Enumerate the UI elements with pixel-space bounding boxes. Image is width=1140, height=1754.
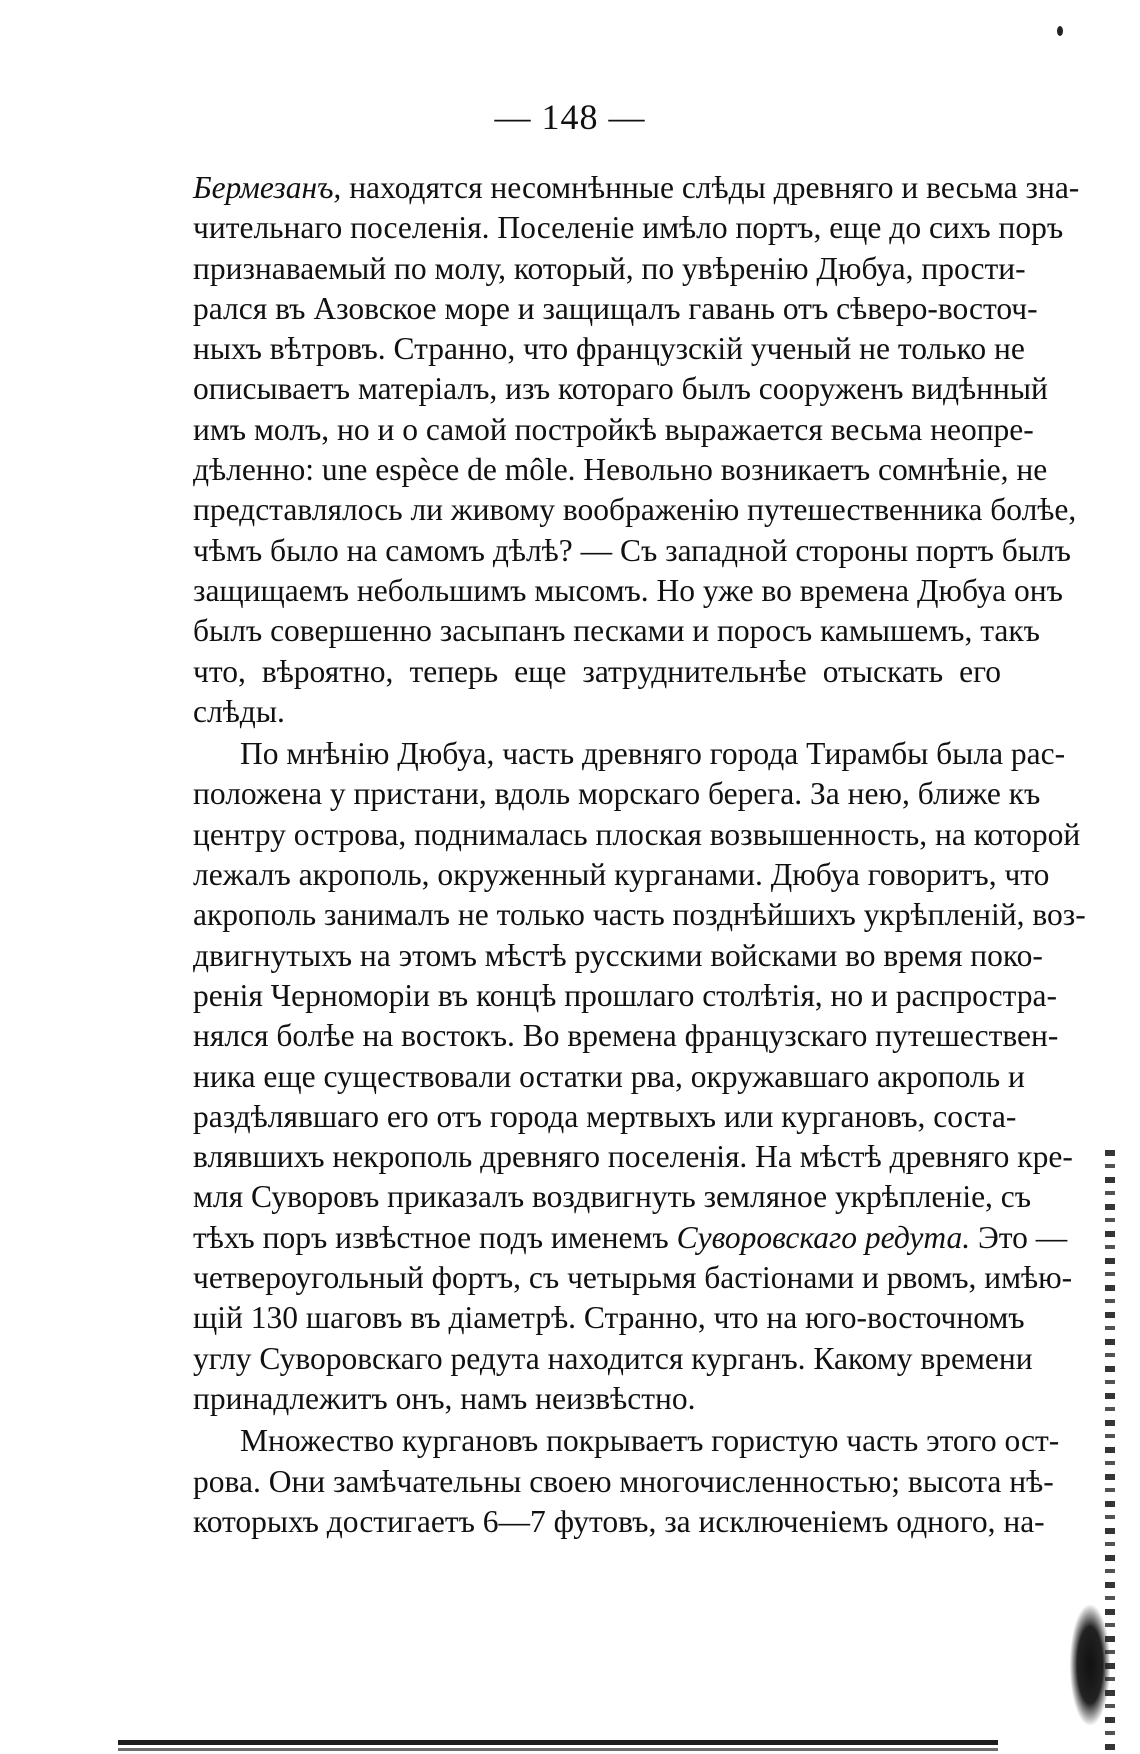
text-line: четвероугольный фортъ, съ четырьмя бастіонами и рвомъ, имѣю- — [193, 1260, 1073, 1296]
scan-speck — [1057, 26, 1063, 36]
page-body — [193, 168, 1086, 1542]
text-line: углу Суворовскаго редута находится курганъ. Какому времени — [193, 1340, 1033, 1376]
text-line: положена у пристани, вдоль морскаго берега. За нею, ближе къ — [193, 776, 1041, 812]
text-run: Это — — [970, 1219, 1068, 1255]
text-run: находятся несомнѣнные слѣды древняго и весьма зна- — [349, 170, 1080, 205]
text-line: рался въ Азовское море и защищалъ гавань отъ сѣверо-восточ- — [193, 290, 1038, 326]
scan-ink-blot — [1070, 1605, 1110, 1725]
text-line: ренія Черноморіи въ концѣ прошлаго столѣтія, но и распростра- — [193, 977, 1057, 1013]
text-line: ныхъ вѣтровъ. Странно, что французскій ученый не только не — [193, 331, 1025, 367]
text-line: представлялось ли живому воображенію путешественника болѣе, — [193, 492, 1077, 528]
text-line: дѣленно: une espèce de môle. Невольно возникаетъ сомнѣніе, не — [193, 452, 1048, 488]
text-line: защищаемъ небольшимъ мысомъ. Но уже во времена Дюбуа онъ — [193, 572, 1063, 608]
scan-bottom-bar — [118, 1740, 998, 1745]
text-line: что, вѣроятно, теперь еще затруднительнѣе отыскать его — [193, 653, 1001, 689]
text-line: принадлежитъ онъ, намъ неизвѣстно. — [193, 1380, 696, 1416]
italic-place-name: Бермезанъ, — [193, 170, 342, 205]
text-line: раздѣлявшаго его отъ города мертвыхъ или кургановъ, соста- — [193, 1098, 1017, 1134]
text-line — [193, 1218, 1068, 1258]
italic-redoubt-name: Суворовскаго редута. — [676, 1219, 971, 1255]
text-line: чѣмъ было на самомъ дѣлѣ? — Съ западной стороны портъ былъ — [193, 532, 1071, 568]
text-line: рова. Они замѣчательны своею многочисленностью; высота нѣ- — [193, 1463, 1054, 1499]
text-line: признаваемый по молу, который, по увѣренію Дюбуа, прости- — [193, 250, 1026, 286]
paragraph-1 — [193, 168, 1080, 732]
text-line: акрополь занималъ не только часть позднѣйшихъ укрѣпленій, воз- — [193, 897, 1086, 933]
page-number: — 148 — — [494, 97, 646, 137]
text-line: щій 130 шаговъ въ діаметрѣ. Странно, что на юго-восточномъ — [193, 1300, 1025, 1336]
paragraph-3 — [193, 1421, 1060, 1542]
scan-bottom-bar-shadow — [118, 1748, 998, 1751]
text-line: влявшихъ некрополь древняго поселенія. На мѣстѣ древняго кре- — [193, 1139, 1073, 1175]
text-line: былъ совершенно засыпанъ песками и поросъ камышемъ, такъ — [193, 613, 1040, 649]
text-run: тѣхъ поръ извѣстное подъ именемъ — [193, 1219, 677, 1255]
text-line: ника еще существовали остатки рва, окружавшаго акрополь и — [193, 1058, 1025, 1094]
text-line: Множество кургановъ покрываетъ гористую часть этого ост- — [240, 1423, 1060, 1459]
text-line: центру острова, поднималась плоская возвышенность, на которой — [193, 816, 1081, 852]
text-line: По мнѣнію Дюбуа, часть древняго города Тирамбы была рас- — [240, 736, 1066, 772]
text-line: чительнаго поселенія. Поселеніе имѣло портъ, еще до сихъ поръ — [193, 210, 1064, 246]
paragraph-2 — [193, 734, 1086, 1419]
text-line: описываетъ матеріалъ, изъ котораго былъ сооруженъ видѣнный — [193, 371, 1048, 407]
text-line: лежалъ акрополь, окруженный курганами. Дюбуа говоритъ, что — [193, 857, 1050, 893]
text-line: двигнутыхъ на этомъ мѣстѣ русскими войсками во время поко- — [193, 937, 1043, 973]
text-line: которыхъ достигаетъ 6—7 футовъ, за исключеніемъ одного, на- — [193, 1503, 1045, 1539]
text-line: имъ молъ, но и о самой постройкѣ выражается весьма неопре- — [193, 411, 1034, 447]
text-line: слѣды. — [193, 693, 285, 729]
text-line — [193, 168, 1080, 208]
text-line: нялся болѣе на востокъ. Во времена французскаго путешествен- — [193, 1018, 1059, 1054]
text-line: мля Суворовъ приказалъ воздвигнуть земляное укрѣпленіе, съ — [193, 1179, 1032, 1215]
